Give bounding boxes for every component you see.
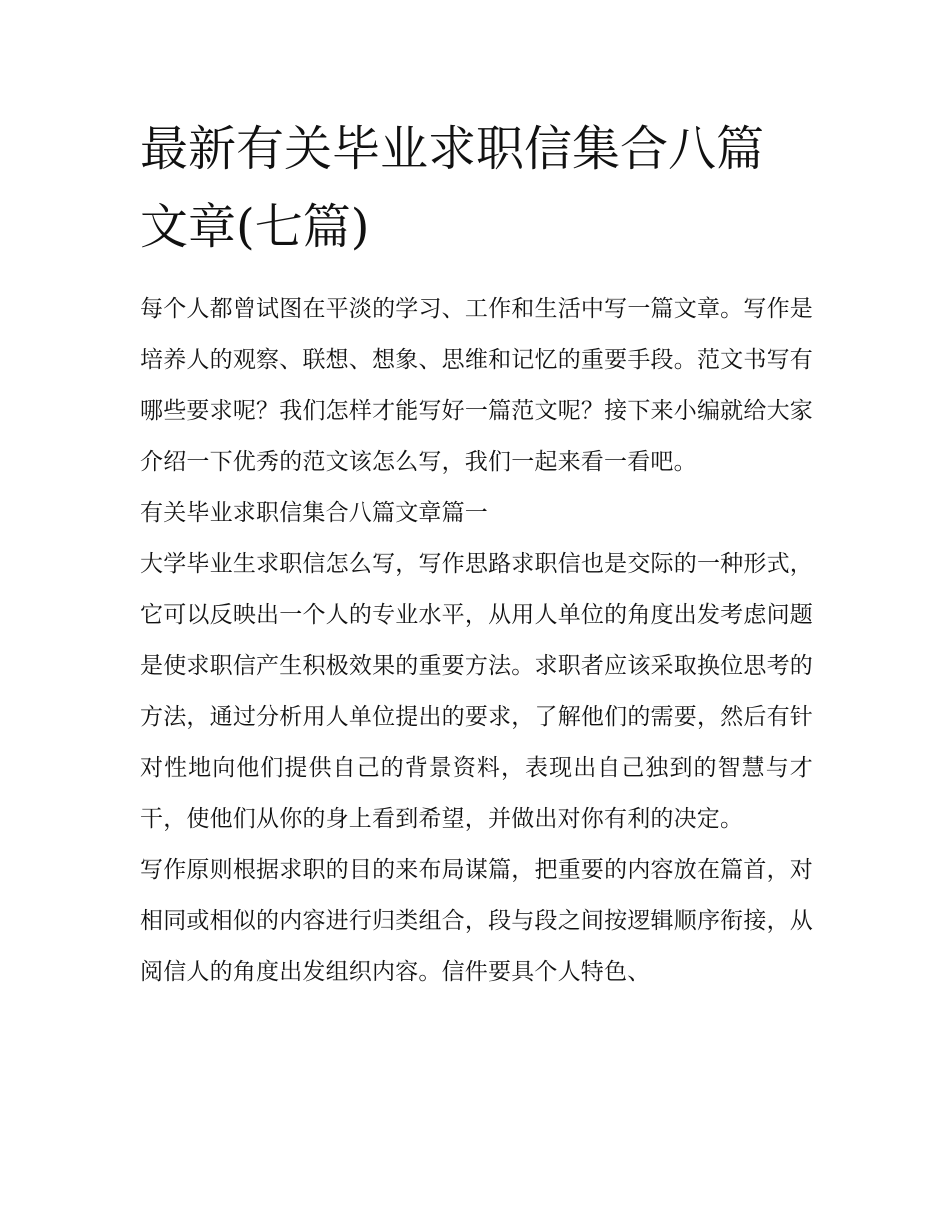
document-title-line-2: 文章(七篇) [140,199,370,255]
body-paragraph-2: 写作原则根据求职的目的来布局谋篇，把重要的内容放在篇首，对相同或相似的内容进行归类组合，段与段之间按逻辑顺序衔接，从阅信人的角度出发组织内容。信件要具个人特色、 [140,857,813,985]
document-page [140,110,813,998]
body-paragraph-1: 大学毕业生求职信怎么写，写作思路求职信也是交际的一种形式，它可以反映出一个人的专业水平，从用人单位的角度出发考虑问题是使求职信产生积极效果的重要方法。求职者应该采取换位思考的方法，通过分析用人单位提出的要求，了解他们的需要，然后有针对性地向他们提供自己的背景资料，表现出自己独到的智慧与才干，使他们从你的身上看到希望，并做出对你有利的决定。 [140,551,813,832]
intro-paragraph: 每个人都曾试图在平淡的学习、工作和生活中写一篇文章。写作是培养人的观察、联想、想象、思维和记忆的重要手段。范文书写有哪些要求呢？我们怎样才能写好一篇范文呢？接下来小编就给大家介绍一下优秀的范文该怎么写，我们一起来看一看吧。 [140,296,813,475]
document-title [140,110,813,266]
section-heading: 有关毕业求职信集合八篇文章篇一 [140,500,488,526]
document-title-line-1: 最新有关毕业求职信集合八篇 [140,121,765,177]
